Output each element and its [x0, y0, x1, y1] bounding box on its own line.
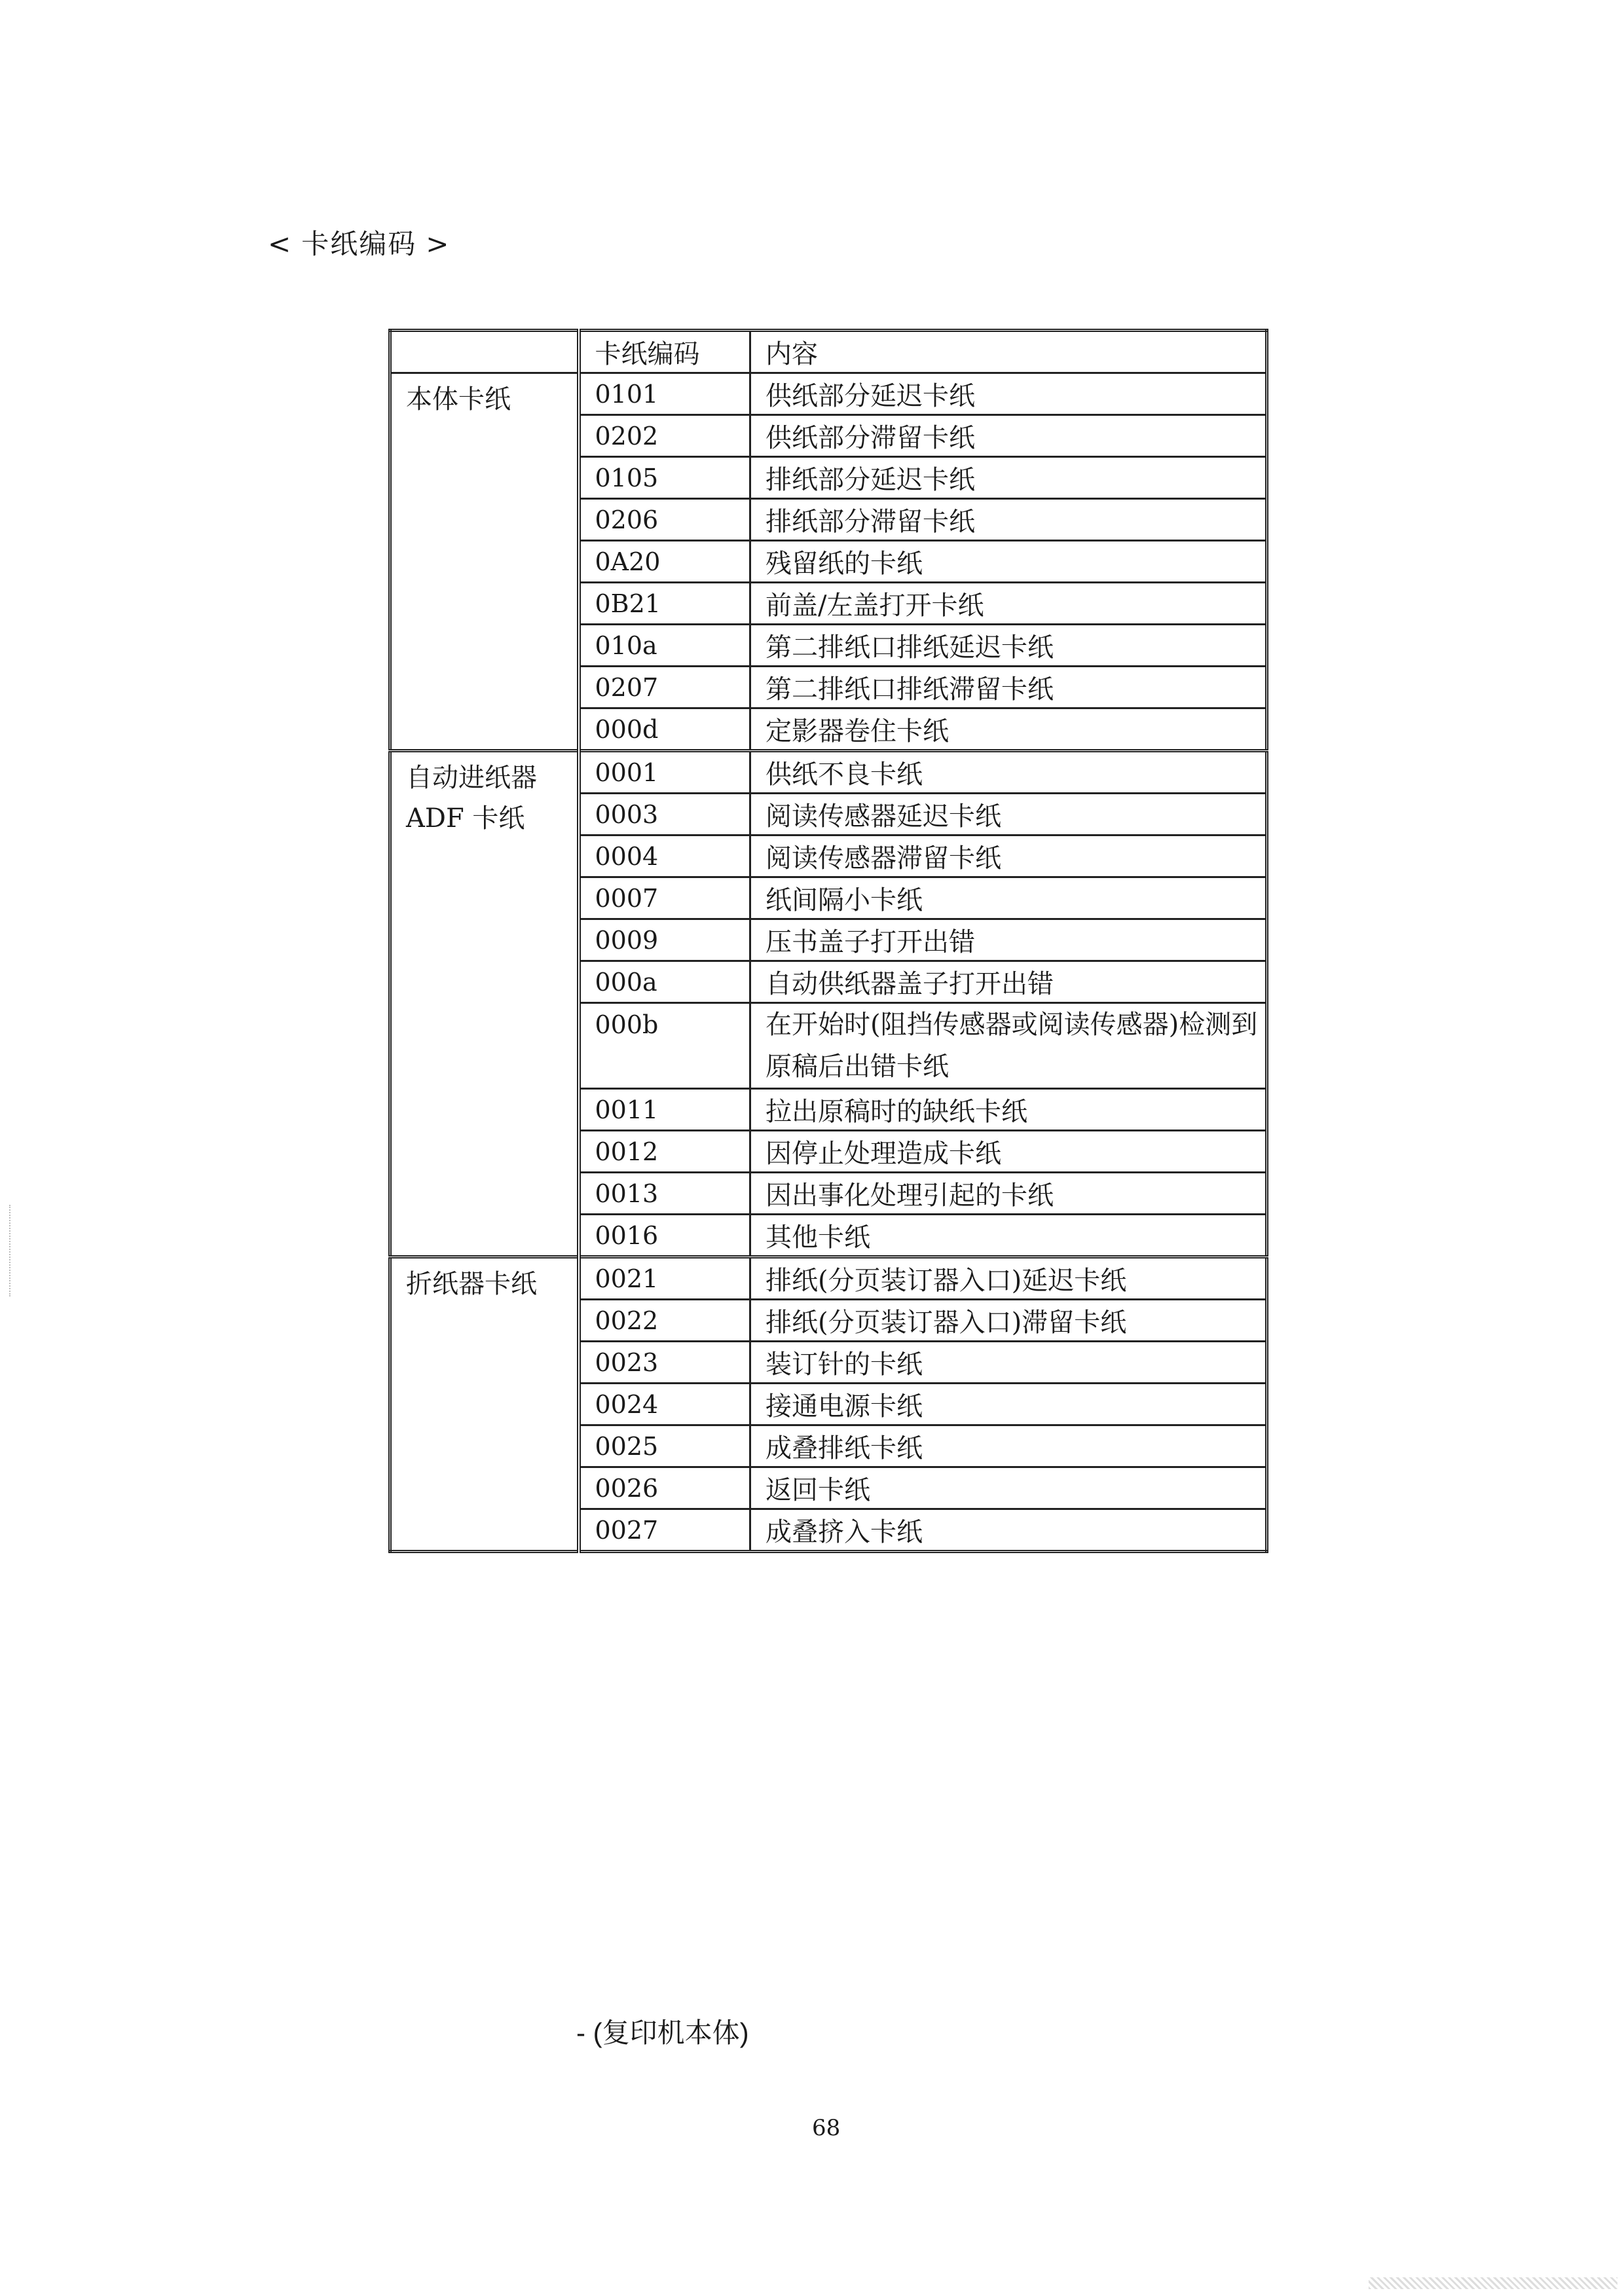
- jam-code-cell: 0011: [579, 1089, 750, 1131]
- jam-code-cell: 0003: [579, 794, 750, 835]
- jam-code-cell: 0004: [579, 835, 750, 877]
- jam-description-cell: 成叠排纸卡纸: [750, 1425, 1267, 1467]
- jam-code-cell: 0007: [579, 877, 750, 919]
- category-label: 本体卡纸: [406, 384, 511, 414]
- jam-description-cell: 残留纸的卡纸: [750, 541, 1267, 583]
- section-heading: [259, 223, 459, 262]
- jam-code-cell: 0021: [579, 1257, 750, 1300]
- jam-code-cell: 0001: [579, 751, 750, 794]
- jam-description-cell: 阅读传感器滞留卡纸: [750, 835, 1267, 877]
- jam-description-cell: 成叠挤入卡纸: [750, 1509, 1267, 1552]
- jam-code-cell: 0013: [579, 1173, 750, 1215]
- jam-description-cell: 排纸(分页装订器入口)滞留卡纸: [750, 1300, 1267, 1342]
- category-label: 自动进纸器: [406, 763, 537, 793]
- jam-description-cell: 排纸部分滞留卡纸: [750, 499, 1267, 541]
- jam-code-cell: 0022: [579, 1300, 750, 1342]
- jam-description-cell: 定影器卷住卡纸: [750, 708, 1267, 751]
- jam-code-cell: 0A20: [579, 541, 750, 583]
- jam-code-cell: 0027: [579, 1509, 750, 1552]
- jam-code-cell: 0202: [579, 415, 750, 457]
- table-row: [390, 373, 1267, 415]
- jam-code-cell: 0206: [579, 499, 750, 541]
- heading-title: 卡纸编码: [301, 228, 417, 260]
- scan-artifact-bottom: [1369, 2277, 1617, 2289]
- jam-description-cell: 因停止处理造成卡纸: [750, 1131, 1267, 1173]
- jam-code-cell: 000a: [579, 961, 750, 1003]
- footer-label: - (复印机本体): [576, 2017, 749, 2048]
- jam-code-cell: 0016: [579, 1215, 750, 1257]
- jam-description-cell: 在开始时(阻挡传感器或阅读传感器)检测到原稿后出错卡纸: [750, 1003, 1267, 1089]
- table-row: [390, 751, 1267, 794]
- heading-open-bracket: <: [268, 228, 293, 260]
- jam-description-cell: 其他卡纸: [750, 1215, 1267, 1257]
- jam-code-cell: 0025: [579, 1425, 750, 1467]
- table-row: [390, 1257, 1267, 1300]
- jam-description-cell: 排纸部分延迟卡纸: [750, 457, 1267, 499]
- jam-description-cell: 返回卡纸: [750, 1467, 1267, 1509]
- jam-description-cell: 排纸(分页装订器入口)延迟卡纸: [750, 1257, 1267, 1300]
- jam-code-cell: 0026: [579, 1467, 750, 1509]
- jam-description-cell: 拉出原稿时的缺纸卡纸: [750, 1089, 1267, 1131]
- jam-code-cell: 0012: [579, 1131, 750, 1173]
- jam-description-cell: 供纸部分延迟卡纸: [750, 373, 1267, 415]
- table-header-row: [390, 331, 1267, 373]
- header-category: [390, 331, 579, 373]
- jam-code-cell: 000d: [579, 708, 750, 751]
- jam-code-table: [388, 329, 1268, 1553]
- header-content: 内容: [750, 331, 1267, 373]
- jam-description-cell: 纸间隔小卡纸: [750, 877, 1267, 919]
- jam-description-cell: 前盖/左盖打开卡纸: [750, 583, 1267, 625]
- category-cell: [390, 1257, 579, 1552]
- heading-close-bracket: >: [426, 228, 451, 260]
- page-number: 68: [812, 2115, 841, 2141]
- jam-code-cell: 010a: [579, 625, 750, 667]
- jam-description-cell: 第二排纸口排纸滞留卡纸: [750, 667, 1267, 708]
- category-cell: [390, 751, 579, 1257]
- jam-description-cell: 供纸部分滞留卡纸: [750, 415, 1267, 457]
- jam-code-cell: 0024: [579, 1384, 750, 1425]
- jam-description-cell: 装订针的卡纸: [750, 1342, 1267, 1384]
- category-label: 折纸器卡纸: [406, 1269, 537, 1299]
- jam-description-cell: 接通电源卡纸: [750, 1384, 1267, 1425]
- header-code: 卡纸编码: [579, 331, 750, 373]
- jam-code-cell: 0105: [579, 457, 750, 499]
- jam-code-cell: 0207: [579, 667, 750, 708]
- jam-description-cell: 因出事化处理引起的卡纸: [750, 1173, 1267, 1215]
- jam-code-cell: 0009: [579, 919, 750, 961]
- jam-description-cell: 自动供纸器盖子打开出错: [750, 961, 1267, 1003]
- jam-description-cell: 阅读传感器延迟卡纸: [750, 794, 1267, 835]
- scan-artifact-left: [9, 1205, 13, 1296]
- jam-code-cell: 0101: [579, 373, 750, 415]
- jam-description-cell: 供纸不良卡纸: [750, 751, 1267, 794]
- category-label: ADF 卡纸: [406, 803, 525, 834]
- jam-description-cell: 第二排纸口排纸延迟卡纸: [750, 625, 1267, 667]
- jam-code-cell: 0023: [579, 1342, 750, 1384]
- jam-description-cell: 压书盖子打开出错: [750, 919, 1267, 961]
- jam-code-cell: 000b: [579, 1003, 750, 1089]
- category-cell: [390, 373, 579, 751]
- jam-code-cell: 0B21: [579, 583, 750, 625]
